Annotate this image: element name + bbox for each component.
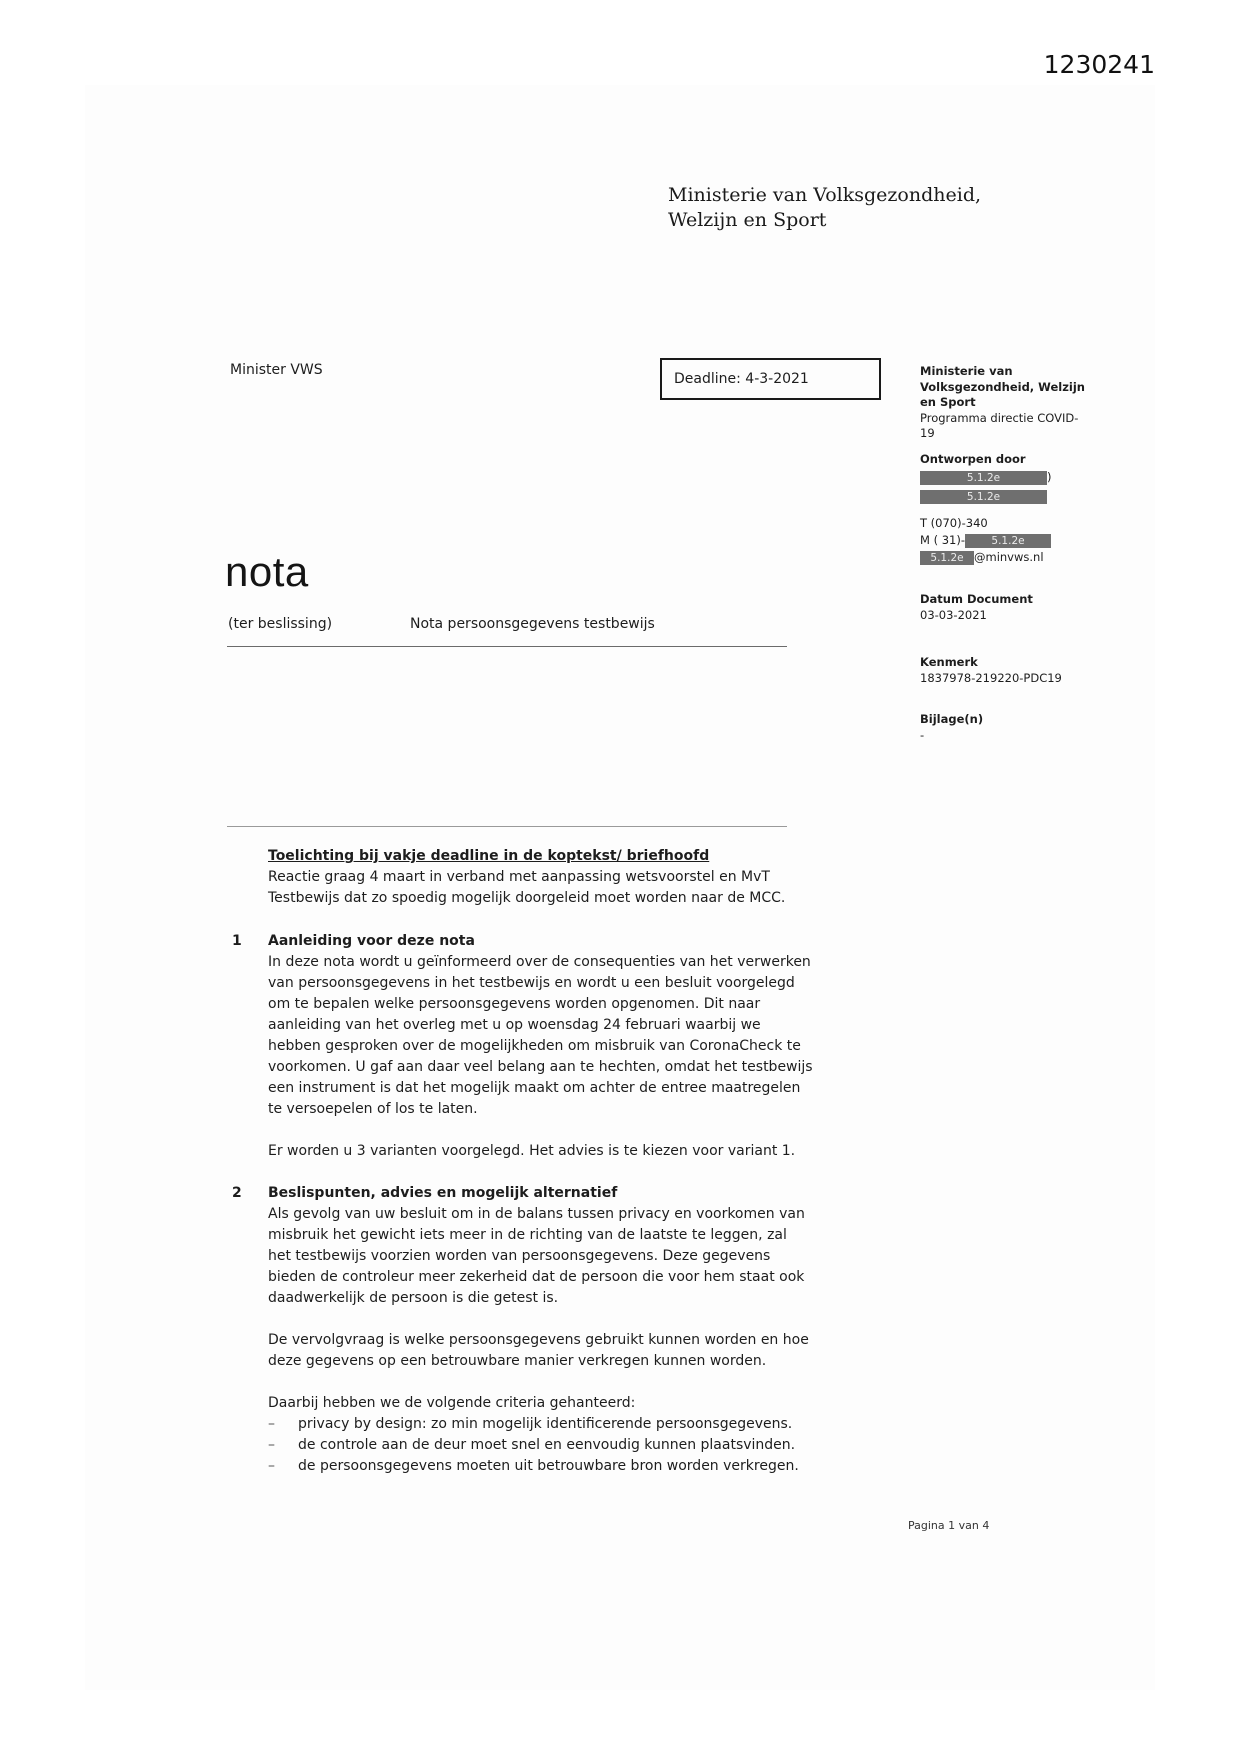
deadline-explanation-heading: Toelichting bij vakje deadline in de koptekst/ briefhoofd: [268, 848, 710, 864]
sidebar-unit-line2: 19: [920, 426, 935, 440]
section-1-paragraph-1: In deze nota wordt u geïnformeerd over de consequenties van het verwerken van persoonsgegevens in het testbewijs en wordt u een besluit voorgelegd om te bepalen welke persoonsgegevens worden opgenomen. Dit naar aanleiding van het overleg met u op woensdag 24 februari waarbij we hebben gesproken over de mogelijkheden om misbruik van CoronaCheck te voorkomen. U gaf aan daar veel belang aan te hechten, omdat het testbewijs een instrument is dat het mogelijk maakt om achter de entree maatregelen te versoepelen of los te laten.: [268, 954, 813, 1117]
section-2-content: [268, 1183, 813, 1477]
deadline-explanation-text: Reactie graag 4 maart in verband met aanpassing wetsvoorstel en MvT Testbewijs dat zo spoedig mogelijk doorgeleid moet worden naar de MCC.: [268, 869, 786, 906]
sidebar-org-name: [920, 364, 1160, 411]
document-title: nota: [225, 548, 309, 595]
deadline-explanation-block: [268, 846, 813, 909]
horizontal-rule-body: [227, 826, 787, 827]
paren-after-redaction: ): [1047, 470, 1052, 484]
redacted-name-row-2: [920, 488, 1160, 505]
criteria-list: [268, 1414, 813, 1477]
document-subject: Nota persoonsgegevens testbewijs: [410, 616, 655, 632]
redaction-bar: 5.1.2e: [965, 534, 1051, 548]
section-1-number: 1: [232, 933, 242, 949]
reference-value: 1837978-219220-PDC19: [920, 670, 1062, 685]
attachments-label: Bijlage(n): [920, 712, 984, 726]
phone-t-line: T (070)-340: [920, 516, 988, 530]
ministry-wordmark-line1: Ministerie van Volksgezondheid,: [668, 184, 982, 206]
section-1: [232, 931, 817, 1162]
redaction-bar: 5.1.2e: [920, 471, 1047, 485]
section-2-paragraph-1: Als gevolg van uw besluit om in de balans tussen privacy en voorkomen van misbruik het gewicht iets meer in de richting van de laatste te leggen, zal het testbewijs voorzien worden van persoonsgegevens. Deze gegevens bieden de controleur meer zekerheid dat de persoon die voor hem staat ook daadwerkelijk de persoon is die getest is.: [268, 1206, 805, 1306]
bullet-text: privacy by design: zo min mogelijk identificerende persoonsgegevens.: [298, 1416, 793, 1432]
sidebar-org-line2: Volksgezondheid, Welzijn: [920, 379, 1085, 394]
deadline-box: [660, 358, 881, 400]
reference-label: Kenmerk: [920, 655, 978, 669]
sidebar-org-line1: Ministerie van: [920, 364, 1013, 378]
redaction-bar: 5.1.2e: [920, 551, 974, 565]
redaction-bar: 5.1.2e: [920, 490, 1047, 504]
bullet-dash: –: [268, 1437, 275, 1453]
date-label: Datum Document: [920, 592, 1033, 606]
section-2: [232, 1183, 817, 1477]
section-2-paragraph-2: De vervolgvraag is welke persoonsgegevens gebruikt kunnen worden en hoe deze gegevens op een betrouwbare manier verkregen kunnen worden.: [268, 1332, 809, 1369]
horizontal-rule-title: [227, 646, 787, 647]
section-1-paragraph-2: Er worden u 3 varianten voorgelegd. Het advies is te kiezen voor variant 1.: [268, 1143, 796, 1159]
section-2-number: 2: [232, 1185, 242, 1201]
list-item: [268, 1435, 813, 1456]
redacted-name-row-1: [920, 469, 1160, 486]
date-value: 03-03-2021: [920, 607, 987, 622]
scan-id-number: 1230241: [1043, 50, 1155, 79]
section-2-heading: Beslispunten, advies en mogelijk alternatief: [268, 1185, 618, 1201]
title-qualifier: (ter beslissing): [228, 616, 333, 632]
document-meta-sidebar: [920, 364, 1160, 743]
ministry-wordmark-line2: Welzijn en Sport: [668, 209, 827, 231]
phone-m-prefix: M ( 31)-: [920, 533, 965, 547]
addressee: Minister VWS: [230, 362, 323, 378]
ministry-wordmark: [668, 183, 981, 233]
list-item: [268, 1456, 813, 1477]
section-1-content: [268, 931, 813, 1162]
sidebar-org-line3: en Sport: [920, 395, 976, 409]
bullet-text: de controle aan de deur moet snel en eenvoudig kunnen plaatsvinden.: [298, 1437, 796, 1453]
bullet-text: de persoonsgegevens moeten uit betrouwbare bron worden verkregen.: [298, 1458, 799, 1474]
sidebar-unit-name: [920, 411, 1160, 442]
email-domain: @minvws.nl: [974, 550, 1044, 564]
designed-by-label: Ontworpen door: [920, 451, 1026, 466]
section-1-heading: Aanleiding voor deze nota: [268, 933, 475, 949]
bullet-dash: –: [268, 1416, 275, 1432]
list-item: [268, 1414, 813, 1435]
sidebar-unit-line1: Programma directie COVID-: [920, 410, 1079, 425]
bullet-dash: –: [268, 1458, 275, 1474]
section-2-paragraph-3: Daarbij hebben we de volgende criteria gehanteerd:: [268, 1395, 636, 1411]
deadline-label: Deadline: 4-3-2021: [674, 371, 809, 387]
attachments-value: -: [920, 727, 925, 742]
document-body: [232, 846, 817, 1477]
page-indicator: Pagina 1 van 4: [908, 1519, 990, 1532]
email-line: [920, 549, 1160, 566]
phone-m-line: [920, 532, 1160, 549]
